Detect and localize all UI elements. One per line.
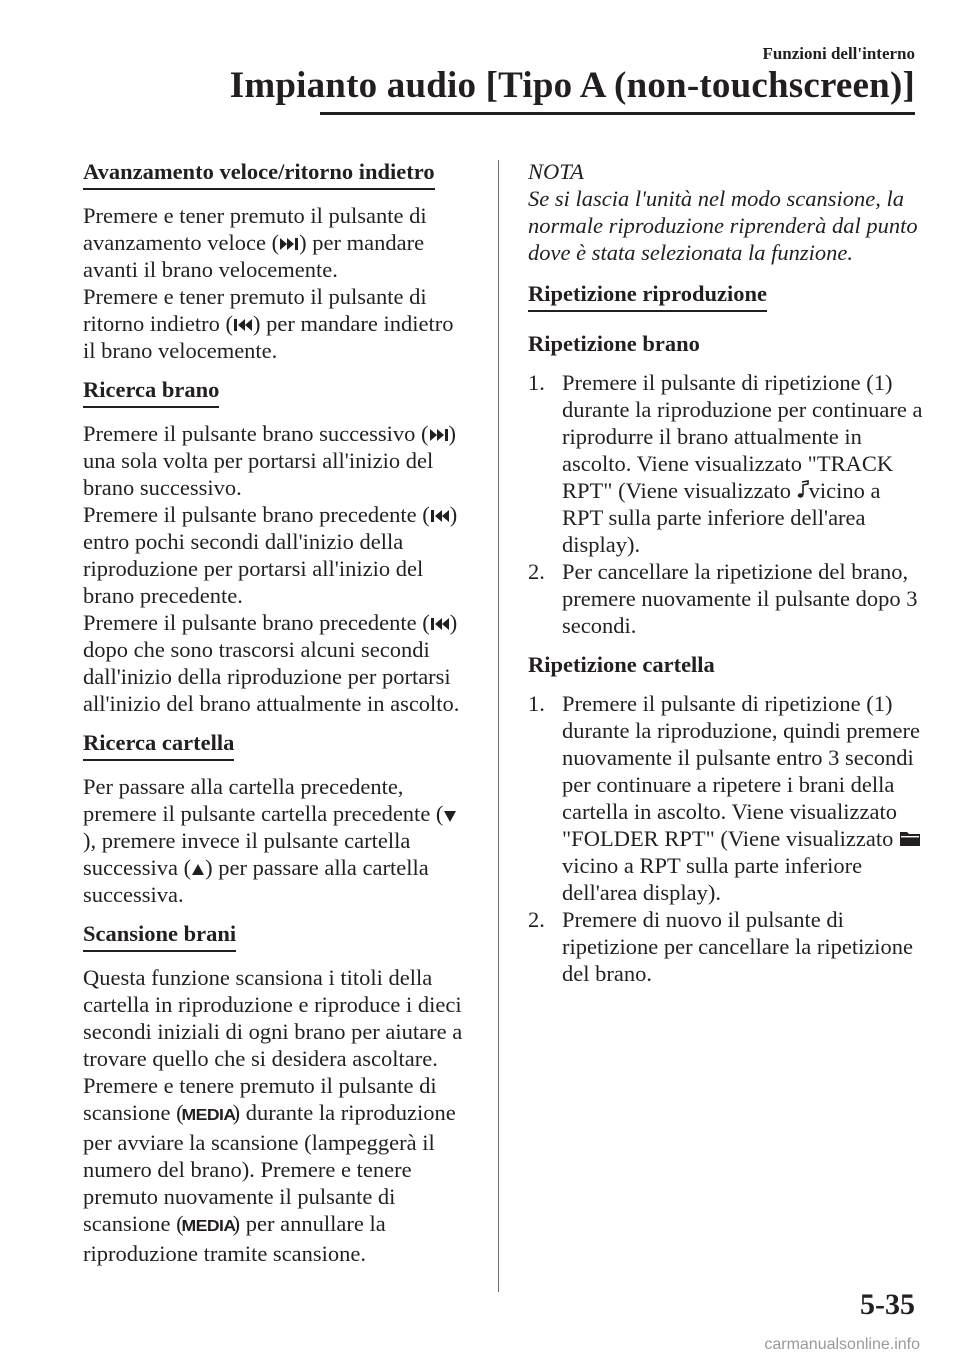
list-item: 2. Premere di nuovo il pulsante di ripetizione per cancellare la ripetizione del brano. — [528, 907, 914, 986]
skip-back-icon — [430, 616, 450, 632]
section-title-scan: Scansione brani — [83, 921, 236, 952]
page-number: 5-35 — [860, 1288, 915, 1321]
list-item: 1. Premere il pulsante di ripetizione (1) durante la riproduzione per continuare a riprodurre il brano attualmente in ascolto. Viene visualizzato "TRACK RPT" (Viene visualizzato vicino a RPT sulla parte inferiore dell'area display). — [528, 370, 923, 557]
section-title-folder-search: Ricerca cartella — [83, 730, 234, 761]
header-rule — [320, 112, 915, 115]
section-title-repeat: Ripetizione riproduzione — [528, 281, 767, 312]
header-section: Funzioni dell'interno — [762, 44, 915, 63]
section-scan — [83, 920, 468, 1267]
right-column — [528, 158, 923, 999]
music-note-icon — [797, 480, 809, 500]
list-track-repeat — [528, 369, 923, 639]
skip-forward-icon — [279, 236, 299, 252]
skip-back-icon — [233, 317, 253, 333]
paragraph: Premere e tenere premuto il pulsante di scansione (MEDIA) durante la riproduzione per avviare la scansione (lampeggerà il numero del brano). Premere e tenere premuto nuovamente il pulsante di scansione (MEDIA) per annullare la riproduzione tramite scansione. — [83, 1073, 456, 1266]
paragraph: Premere il pulsante brano successivo ( ) una sola volta per portarsi all'inizio del brano successivo. — [83, 421, 457, 500]
list-folder-repeat — [528, 690, 923, 987]
section-fast-forward — [83, 158, 468, 364]
paragraph: Premere e tener premuto il pulsante di avanzamento veloce ( ) per mandare avanti il brano velocemente. — [83, 203, 427, 282]
paragraph: Questa funzione scansiona i titoli della cartella in riproduzione e riproduce i dieci secondi iniziali di ogni brano per aiutare a trovare quello che si desidera ascoltare. — [83, 965, 463, 1071]
subheading-track-repeat: Ripetizione brano — [528, 331, 700, 356]
media-button-label: MEDIA — [181, 1107, 236, 1124]
section-folder-search — [83, 729, 468, 908]
list-item: 2. Per cancellare la ripetizione del brano, premere nuovamente il pulsante dopo 3 secondi. — [528, 559, 918, 638]
list-item: 1. Premere il pulsante di ripetizione (1) durante la riproduzione, quindi premere nuovamente il pulsante entro 3 secondi per continuare a ripetere i brani della cartella in ascolto. Viene visualizzato "FOLDER RPT" (Viene visualizzato vicino a RPT sulla parte inferiore dell'area display). — [528, 691, 920, 905]
note-title: NOTA — [528, 159, 584, 184]
paragraph: Premere il pulsante brano precedente ( ) entro pochi secondi dall'inizio della riproduzione per portarsi all'inizio del brano precedente. — [83, 502, 458, 608]
subheading-folder-repeat: Ripetizione cartella — [528, 652, 715, 677]
note-text: Se si lascia l'unità nel modo scansione, la normale riproduzione riprenderà dal punto dove è stata selezionata la funzione. — [528, 186, 918, 265]
paragraph: Per passare alla cartella precedente, premere il pulsante cartella precedente (), premere invece il pulsante cartella successiva ( ) per passare alla cartella successiva. — [83, 773, 468, 908]
section-track-search — [83, 376, 468, 717]
triangle-up-icon — [191, 863, 205, 877]
triangle-down-icon — [443, 809, 457, 823]
header-title: Impianto audio [Tipo A (non-touchscreen)] — [229, 65, 915, 106]
media-button-label: MEDIA — [181, 1218, 236, 1235]
skip-back-icon — [430, 508, 450, 524]
folder-icon — [899, 828, 921, 848]
column-divider — [498, 160, 499, 1292]
section-title-fast-forward: Avanzamento veloce/ritorno indietro — [83, 159, 435, 190]
section-title-track-search: Ricerca brano — [83, 377, 219, 408]
left-column — [83, 158, 468, 1279]
footer-watermark: carmanualsonline.info — [764, 1336, 920, 1353]
paragraph: Premere e tener premuto il pulsante di ritorno indietro ( ) per mandare indietro il brano velocemente. — [83, 284, 454, 363]
skip-forward-icon — [429, 427, 449, 443]
paragraph: Premere il pulsante brano precedente ( ) dopo che sono trascorsi alcuni secondi dall'inizio della riproduzione per portarsi all'inizio del brano attualmente in ascolto. — [83, 610, 460, 716]
